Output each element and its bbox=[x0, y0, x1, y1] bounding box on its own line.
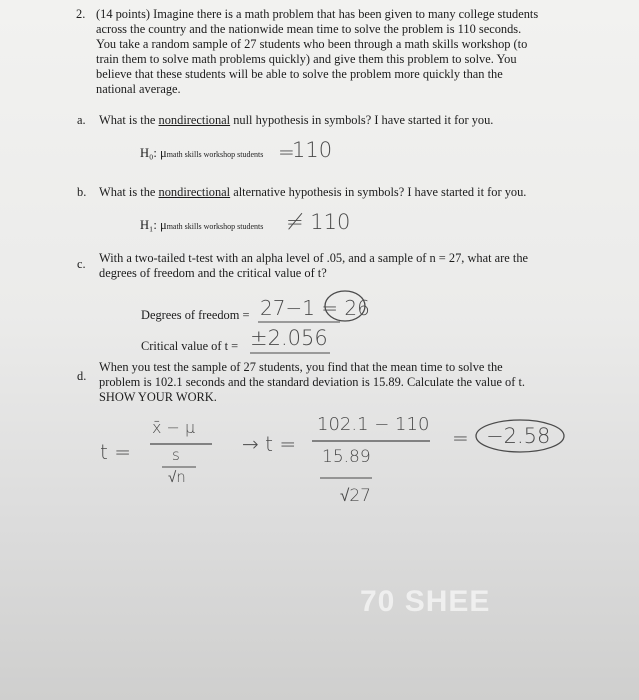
alternative-hypothesis-answer: ≠ 110 bbox=[286, 210, 351, 234]
work-result: −2.58 bbox=[486, 424, 551, 448]
null-hypothesis-answer: 110 bbox=[292, 138, 333, 162]
part-d-line-3: SHOW YOUR WORK. bbox=[99, 390, 217, 404]
work-formula-s: s bbox=[172, 446, 180, 464]
work-std-dev: 15.89 bbox=[322, 447, 371, 467]
part-c-label: c. bbox=[77, 257, 86, 271]
degrees-of-freedom-answer: 27−1 = 26 bbox=[260, 296, 370, 320]
question-line-2: across the country and the nationwide mean time to solve the problem is 110 seconds. bbox=[96, 22, 522, 36]
part-d-label: d. bbox=[77, 369, 87, 383]
null-hypothesis: H₀: μmath skills workshop students bbox=[140, 146, 264, 160]
part-c-line-2: degrees of freedom and the critical value of t? bbox=[99, 266, 327, 280]
watermark: 70 SHEE bbox=[360, 585, 491, 618]
question-line-3: You take a random sample of 27 students who been through a math skills workshop (to bbox=[96, 37, 528, 51]
part-a-label: a. bbox=[77, 113, 86, 127]
work-root-27: √27 bbox=[340, 486, 371, 506]
null-hypothesis-equals: = bbox=[278, 140, 295, 164]
degrees-of-freedom-label: Degrees of freedom = bbox=[141, 308, 250, 322]
question-line-6: national average. bbox=[96, 82, 181, 96]
part-d-line-2: problem is 102.1 seconds and the standard deviation is 15.89. Calculate the value of t. bbox=[99, 375, 526, 389]
work-numerator: 102.1 − 110 bbox=[317, 414, 430, 435]
question-line-5: believe that these students will be able to solve the problem more quickly than the bbox=[96, 67, 503, 81]
part-c-line-1: With a two-tailed t-test with an alpha level of .05, and a sample of n = 27, what are the bbox=[99, 251, 529, 265]
part-d-line-1: When you test the sample of 27 students, you find that the mean time to solve the bbox=[99, 360, 503, 374]
part-b-label: b. bbox=[77, 185, 87, 199]
question-line-1: (14 points) Imagine there is a math problem that has been given to many college students bbox=[96, 7, 539, 21]
work-arrow-t-equals: → t = bbox=[242, 432, 297, 456]
work-formula-numerator: x̄ − μ bbox=[152, 418, 196, 437]
question-number: 2. bbox=[76, 7, 86, 21]
critical-value-label: Critical value of t = bbox=[141, 339, 239, 353]
work-equals: = bbox=[452, 426, 469, 450]
alternative-hypothesis: H₁: μmath skills workshop students bbox=[140, 218, 264, 232]
part-a-prompt: What is the nondirectional null hypothesis in symbols? I have started it for you. bbox=[99, 113, 494, 127]
part-b-prompt: What is the nondirectional alternative hypothesis in symbols? I have started it for you. bbox=[99, 185, 527, 199]
work-t-equals: t = bbox=[100, 440, 131, 464]
work-formula-root-n: √n bbox=[168, 468, 186, 486]
critical-value-answer: ±2.056 bbox=[250, 326, 328, 350]
question-line-4: train them to solve math problems quickly) and give them this problem to solve. You bbox=[96, 52, 517, 66]
